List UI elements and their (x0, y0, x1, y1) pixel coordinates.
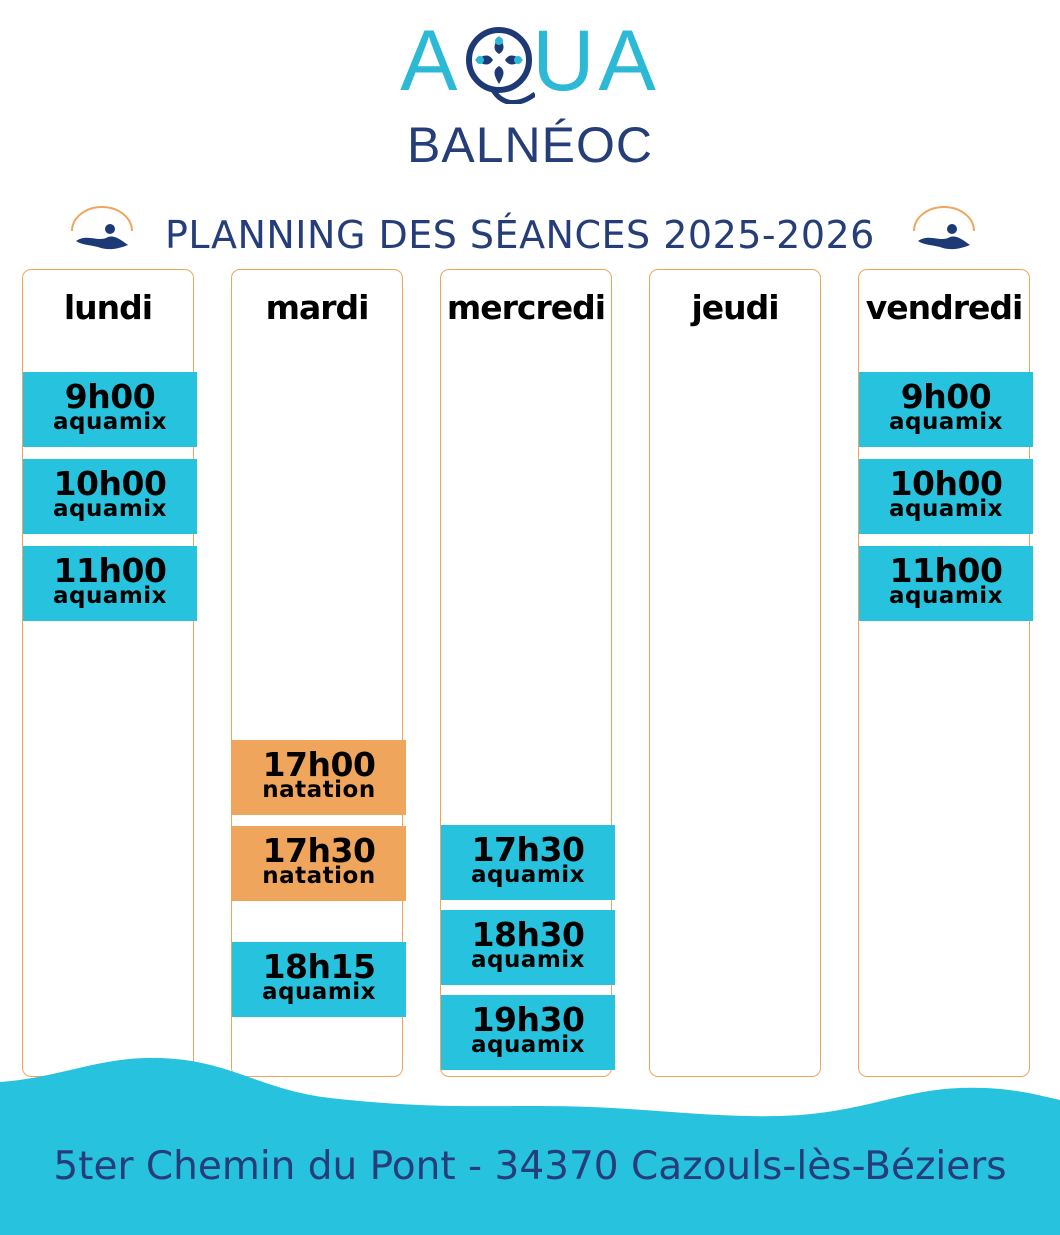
session-time: 10h00 (889, 464, 1003, 503)
session-activity: aquamix (470, 947, 586, 973)
session-time: 11h00 (889, 551, 1003, 590)
session-time: 9h00 (900, 377, 992, 416)
session-slot (859, 546, 1033, 621)
session-activity: aquamix (52, 409, 168, 435)
session-slot (859, 459, 1033, 534)
day-column-mercredi (440, 269, 612, 1077)
session-time: 18h30 (471, 915, 585, 954)
session-time: 17h30 (471, 830, 585, 869)
day-column-vendredi (858, 269, 1030, 1077)
logo-letter-u: U (532, 13, 599, 109)
swimmer-icon (68, 205, 136, 261)
session-activity: natation (262, 863, 376, 889)
session-activity: aquamix (470, 862, 586, 888)
session-time: 9h00 (64, 377, 156, 416)
session-slot (23, 372, 197, 447)
day-column-jeudi (649, 269, 821, 1077)
session-activity: aquamix (888, 583, 1004, 609)
title-row (0, 205, 1060, 265)
occitan-cross-icon (463, 24, 535, 104)
session-activity: aquamix (261, 979, 377, 1005)
session-slot (232, 826, 406, 901)
session-slot (23, 546, 197, 621)
session-slot (23, 459, 197, 534)
session-slot (441, 825, 615, 900)
session-activity: aquamix (888, 409, 1004, 435)
session-time: 17h00 (262, 745, 376, 784)
session-time: 19h30 (471, 1000, 585, 1039)
page-title: PLANNING DES SÉANCES 2025-2026 (165, 213, 875, 257)
session-time: 17h30 (262, 831, 376, 870)
session-time: 10h00 (53, 464, 167, 503)
session-activity: aquamix (470, 1032, 586, 1058)
day-name: vendredi (865, 288, 1023, 327)
session-activity: aquamix (888, 496, 1004, 522)
day-column-mardi (231, 269, 403, 1077)
session-slot (859, 372, 1033, 447)
wave-footer (0, 1050, 1060, 1235)
session-slot (441, 910, 615, 985)
day-column-lundi (22, 269, 194, 1077)
day-name: mardi (265, 288, 369, 327)
day-name: jeudi (691, 288, 779, 327)
session-slot (232, 740, 406, 815)
session-activity: aquamix (52, 496, 168, 522)
session-time: 18h15 (262, 947, 376, 986)
logo-letter-a2: A (598, 13, 660, 109)
day-name: lundi (63, 288, 153, 327)
session-activity: natation (262, 777, 376, 803)
address: 5ter Chemin du Pont - 34370 Cazouls-lès-Béziers (53, 1144, 1007, 1189)
logo (0, 0, 1060, 190)
day-name: mercredi (446, 288, 606, 327)
logo-letter-a: A (400, 13, 462, 109)
logo-balneoc: BALNÉOC (407, 117, 653, 173)
session-slot (232, 942, 406, 1017)
swimmer-icon (910, 205, 978, 261)
session-activity: aquamix (52, 583, 168, 609)
session-time: 11h00 (53, 551, 167, 590)
